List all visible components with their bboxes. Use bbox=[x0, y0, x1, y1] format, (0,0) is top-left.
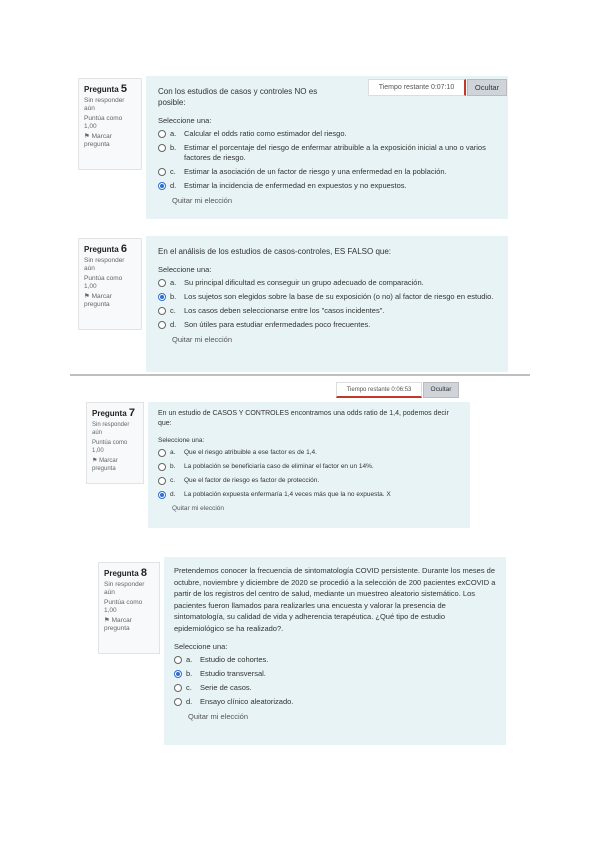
option-a[interactable]: a. Estudio de cohortes. bbox=[174, 655, 496, 665]
radio-b-selected[interactable] bbox=[174, 670, 182, 678]
question-8-card bbox=[164, 557, 506, 745]
option-a[interactable]: a. Calcular el odds ratio como estimador del riesgo. bbox=[158, 129, 496, 139]
radio-d[interactable] bbox=[158, 321, 166, 329]
question-5-info bbox=[78, 78, 142, 170]
option-c[interactable]: c. Los casos deben seleccionarse entre los "casos incidentes". bbox=[158, 306, 496, 316]
radio-d-selected[interactable] bbox=[158, 491, 166, 499]
flag-question-link[interactable]: ⚑ Marcar pregunta bbox=[92, 458, 118, 472]
question-8-info bbox=[98, 562, 160, 654]
radio-d[interactable] bbox=[174, 698, 182, 706]
question-status: Sin responder aún bbox=[104, 581, 145, 596]
flag-icon: ⚑ bbox=[104, 617, 110, 624]
question-7-card bbox=[148, 402, 470, 528]
option-c[interactable]: c. Serie de casos. bbox=[174, 683, 496, 693]
flag-icon: ⚑ bbox=[92, 458, 98, 464]
radio-c[interactable] bbox=[158, 307, 166, 315]
question-status: Sin responder aún bbox=[92, 422, 130, 436]
question-6-card bbox=[146, 236, 508, 372]
question-6-info bbox=[78, 238, 142, 330]
radio-a[interactable] bbox=[158, 279, 166, 287]
option-d[interactable]: d. Son útiles para estudiar enfermedades poco frecuentes. bbox=[158, 320, 496, 330]
clear-choice-link[interactable]: Quitar mi elección bbox=[188, 712, 249, 721]
flag-question-link[interactable]: ⚑ Marcar pregunta bbox=[104, 617, 132, 632]
select-prompt: Seleccione una: bbox=[158, 116, 212, 125]
option-b[interactable]: b. La población se beneficiaría caso de eliminar el factor en un 14%. bbox=[158, 462, 460, 472]
question-number: Pregunta 5 bbox=[84, 83, 128, 95]
flag-question-link[interactable]: ⚑ Marcar pregunta bbox=[84, 133, 112, 148]
question-score: Puntúa como 1,00 bbox=[84, 275, 123, 290]
time-remaining: Tiempo restante 0:07:10 bbox=[368, 79, 466, 96]
question-text: Pretendemos conocer la frecuencia de sintomatología COVID persistente. Durante los meses de octubre, noviembre y diciembre de 2020 se procedió a la selección de 200 pacientes exCOVID a partir de los registros del centro de salud, mediante un muestreo aleatorio sistemático. Los pacientes fueron llamados para realizarles una encuesta y valorar la presencia de sintomatología, su calidad de vida y adherencia terapéutica. ¿Qué tipo de estudio epidemiológico se ha realizado?. bbox=[174, 566, 496, 633]
radio-a[interactable] bbox=[158, 130, 166, 138]
question-5-card bbox=[146, 76, 508, 219]
option-d[interactable]: d. Ensayo clínico aleatorizado. bbox=[174, 697, 496, 707]
question-number: Pregunta 6 bbox=[84, 243, 128, 255]
question-number: Pregunta 7 bbox=[92, 407, 136, 419]
radio-b[interactable] bbox=[158, 144, 166, 152]
question-text: En un estudio de CASOS Y CONTROLES encontramos una odds ratio de 1,4, podemos decir que: bbox=[158, 410, 449, 427]
radio-a[interactable] bbox=[158, 449, 166, 457]
select-prompt: Seleccione una: bbox=[158, 265, 212, 274]
flag-icon: ⚑ bbox=[84, 133, 90, 140]
option-d[interactable]: d. La población expuesta enfermaría 1,4 veces más que la no expuesta. X bbox=[158, 490, 460, 500]
time-remaining: Tiempo restante 0:06:53 bbox=[336, 382, 422, 398]
radio-b-selected[interactable] bbox=[158, 293, 166, 301]
option-d[interactable]: d. Estimar la incidencia de enfermedad en expuestos y no expuestos. bbox=[158, 181, 496, 191]
radio-b[interactable] bbox=[158, 463, 166, 471]
page-separator bbox=[70, 374, 530, 376]
question-score: Puntúa como 1,00 bbox=[84, 115, 123, 130]
question-score: Puntúa como 1,00 bbox=[104, 599, 143, 614]
option-b[interactable]: b. Estimar el porcentaje del riesgo de enfermar atribuible a la exposición inicial a uno o varios factores de riesgo. bbox=[158, 143, 496, 163]
question-text: En el análisis de los estudios de casos-controles, ES FALSO que: bbox=[158, 247, 392, 256]
radio-c[interactable] bbox=[158, 477, 166, 485]
question-text: Con los estudios de casos y controles NO es posible: bbox=[158, 87, 318, 107]
clear-choice-link[interactable]: Quitar mi elección bbox=[172, 335, 233, 344]
select-prompt: Seleccione una: bbox=[158, 437, 205, 444]
question-status: Sin responder aún bbox=[84, 257, 125, 272]
option-a[interactable]: a. Su principal dificultad es conseguir un grupo adecuado de comparación. bbox=[158, 278, 496, 288]
clear-choice-link[interactable]: Quitar mi elección bbox=[172, 505, 225, 512]
option-b[interactable]: b. Los sujetos son elegidos sobre la base de su exposición (o no) al factor de riesgo en estudio. bbox=[158, 292, 496, 302]
option-c[interactable]: c. Estimar la asociación de un factor de riesgo y una enfermedad en la población. bbox=[158, 167, 496, 177]
radio-a[interactable] bbox=[174, 656, 182, 664]
flag-question-link[interactable]: ⚑ Marcar pregunta bbox=[84, 293, 112, 308]
question-status: Sin responder aún bbox=[84, 97, 125, 112]
question-7-info bbox=[86, 402, 144, 484]
radio-d-selected[interactable] bbox=[158, 182, 166, 190]
clear-choice-link[interactable]: Quitar mi elección bbox=[172, 196, 233, 205]
question-score: Puntúa como 1,00 bbox=[92, 440, 128, 454]
radio-c[interactable] bbox=[158, 168, 166, 176]
hide-timer-button[interactable]: Ocultar bbox=[467, 79, 507, 96]
option-b[interactable]: b. Estudio transversal. bbox=[174, 669, 496, 679]
question-number: Pregunta 8 bbox=[104, 567, 148, 579]
radio-c[interactable] bbox=[174, 684, 182, 692]
flag-icon: ⚑ bbox=[84, 293, 90, 300]
hide-timer-button[interactable]: Ocultar bbox=[423, 382, 459, 398]
option-c[interactable]: c. Que el factor de riesgo es factor de protección. bbox=[158, 476, 460, 486]
select-prompt: Seleccione una: bbox=[174, 642, 228, 651]
option-a[interactable]: a. Que el riesgo atribuible a ese factor es de 1,4. bbox=[158, 448, 460, 458]
